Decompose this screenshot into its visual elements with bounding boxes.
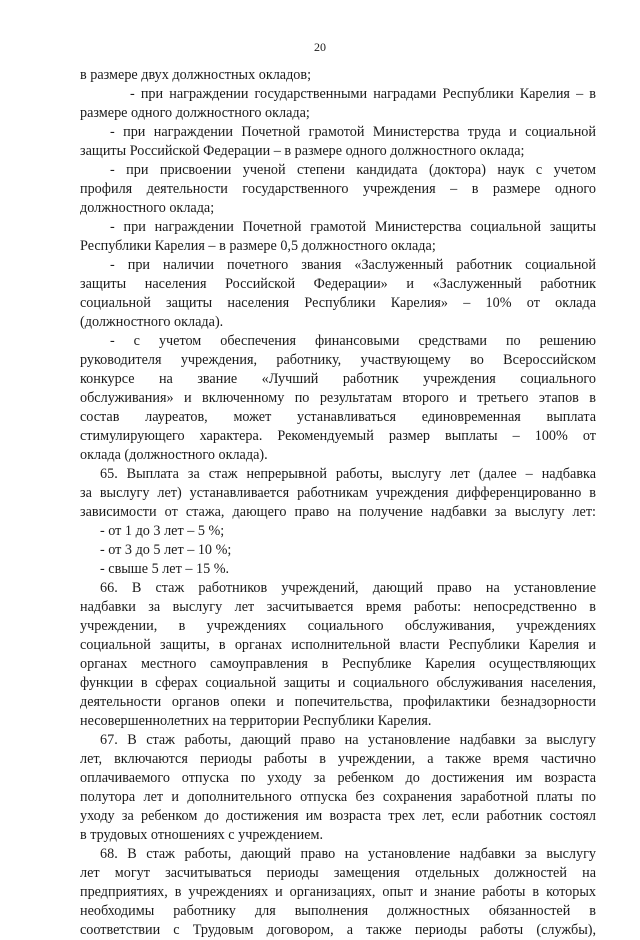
text-line: социальной защиты населения Республики Карелия» – 10% от оклада: [80, 295, 596, 311]
text-line: профиля деятельности государственного учреждения – в размере одного: [80, 181, 596, 197]
text-line: 68. В стаж работы, дающий право на установление надбавки за выслугу: [100, 846, 596, 862]
text-line: защиты населения Российской Федерации» и «Заслуженный работник: [80, 276, 596, 292]
text-line: в размере двух должностных окладов;: [80, 67, 312, 83]
text-line: соответствии с Трудовым договором, а также периоды работы (службы),: [80, 922, 596, 938]
text-line: лет могут засчитываться периоды замещения отдельных должностей на: [80, 865, 596, 881]
text-line: - с учетом обеспечения финансовыми средствами по решению: [110, 333, 596, 349]
text-line: Республики Карелия – в размере 0,5 должностного оклада;: [80, 238, 436, 254]
text-line: необходимы работнику для выполнения должностных обязанностей в: [80, 903, 596, 919]
text-line: - при наличии почетного звания «Заслуженный работник социальной: [110, 257, 596, 273]
text-line: полутора лет и дополнительного отпуска без сохранения заработной платы по: [80, 789, 596, 805]
text-line: социальной защиты, в органах исполнительной власти Республики Карелия и: [80, 637, 596, 653]
text-line: - свыше 5 лет – 15 %.: [100, 561, 230, 577]
text-line: конкурсе на звание «Лучший работник учреждения социального: [80, 371, 596, 387]
text-line: защиты Российской Федерации – в размере одного должностного оклада;: [80, 143, 525, 159]
text-line: оплачиваемого отпуска по уходу за ребенком до достижения им возраста: [80, 770, 596, 786]
text-line: лет, включаются периоды работы в учреждении, а также время частично: [80, 751, 596, 767]
text-line: уходу за ребенком до достижения им возраста трех лет, если работник состоял: [80, 808, 596, 824]
text-line: зависимости от стажа, дающего право на получение надбавки за выслугу лет:: [80, 504, 596, 520]
text-line: - при присвоении ученой степени кандидата (доктора) наук с учетом: [110, 162, 596, 178]
text-line: - при награждении государственными наградами Республики Карелия – в: [130, 86, 596, 102]
text-line: деятельности органов опеки и попечительства, профилактики безнадзорности: [80, 694, 596, 710]
page-number: 20: [314, 40, 326, 54]
text-line: оклада (должностного оклада).: [80, 447, 268, 463]
text-line: размере одного должностного оклада;: [80, 105, 310, 121]
text-line: (должностного оклада).: [80, 314, 224, 330]
text-line: надбавки за выслугу лет засчитывается время работы: непосредственно в: [80, 599, 596, 615]
text-line: - от 1 до 3 лет – 5 %;: [100, 523, 225, 539]
text-line: за выслугу лет) устанавливается работникам учреждения дифференцированно в: [80, 485, 596, 501]
text-line: предприятиях, в учреждениях и организациях, опыт и знание работы в которых: [80, 884, 596, 900]
text-line: функции в сферах социальной защиты и социального обслуживания населения,: [80, 675, 596, 691]
text-line: руководителя учреждения, работнику, участвующему во Всероссийском: [80, 352, 596, 368]
text-line: стимулирующего характера. Рекомендуемый размер выплаты – 100% от: [80, 428, 596, 444]
text-line: в трудовых отношениях с учреждением.: [80, 827, 324, 843]
text-line: несовершеннолетних на территории Республики Карелия.: [80, 713, 432, 729]
text-line: 67. В стаж работы, дающий право на установление надбавки за выслугу: [100, 732, 596, 748]
text-line: обслуживания» и включенному по результатам второго и третьего этапов в: [80, 390, 596, 406]
text-line: состав лауреатов, может устанавливаться единовременная выплата: [80, 409, 596, 425]
text-line: должностного оклада;: [80, 200, 215, 216]
text-line: 65. Выплата за стаж непрерывной работы, выслугу лет (далее – надбавка: [100, 466, 596, 482]
text-line: учреждении, в учреждениях социального обслуживания, учреждениях: [80, 618, 596, 634]
text-line: 66. В стаж работников учреждений, дающий право на установление: [100, 580, 596, 596]
document-body: [80, 66, 596, 940]
text-line: - при награждении Почетной грамотой Министерства труда и социальной: [110, 124, 596, 140]
text-line: - от 3 до 5 лет – 10 %;: [100, 542, 232, 558]
text-line: - при награждении Почетной грамотой Министерства социальной защиты: [110, 219, 596, 235]
text-line: органах местного самоуправления в Республике Карелия осуществляющих: [80, 656, 596, 672]
